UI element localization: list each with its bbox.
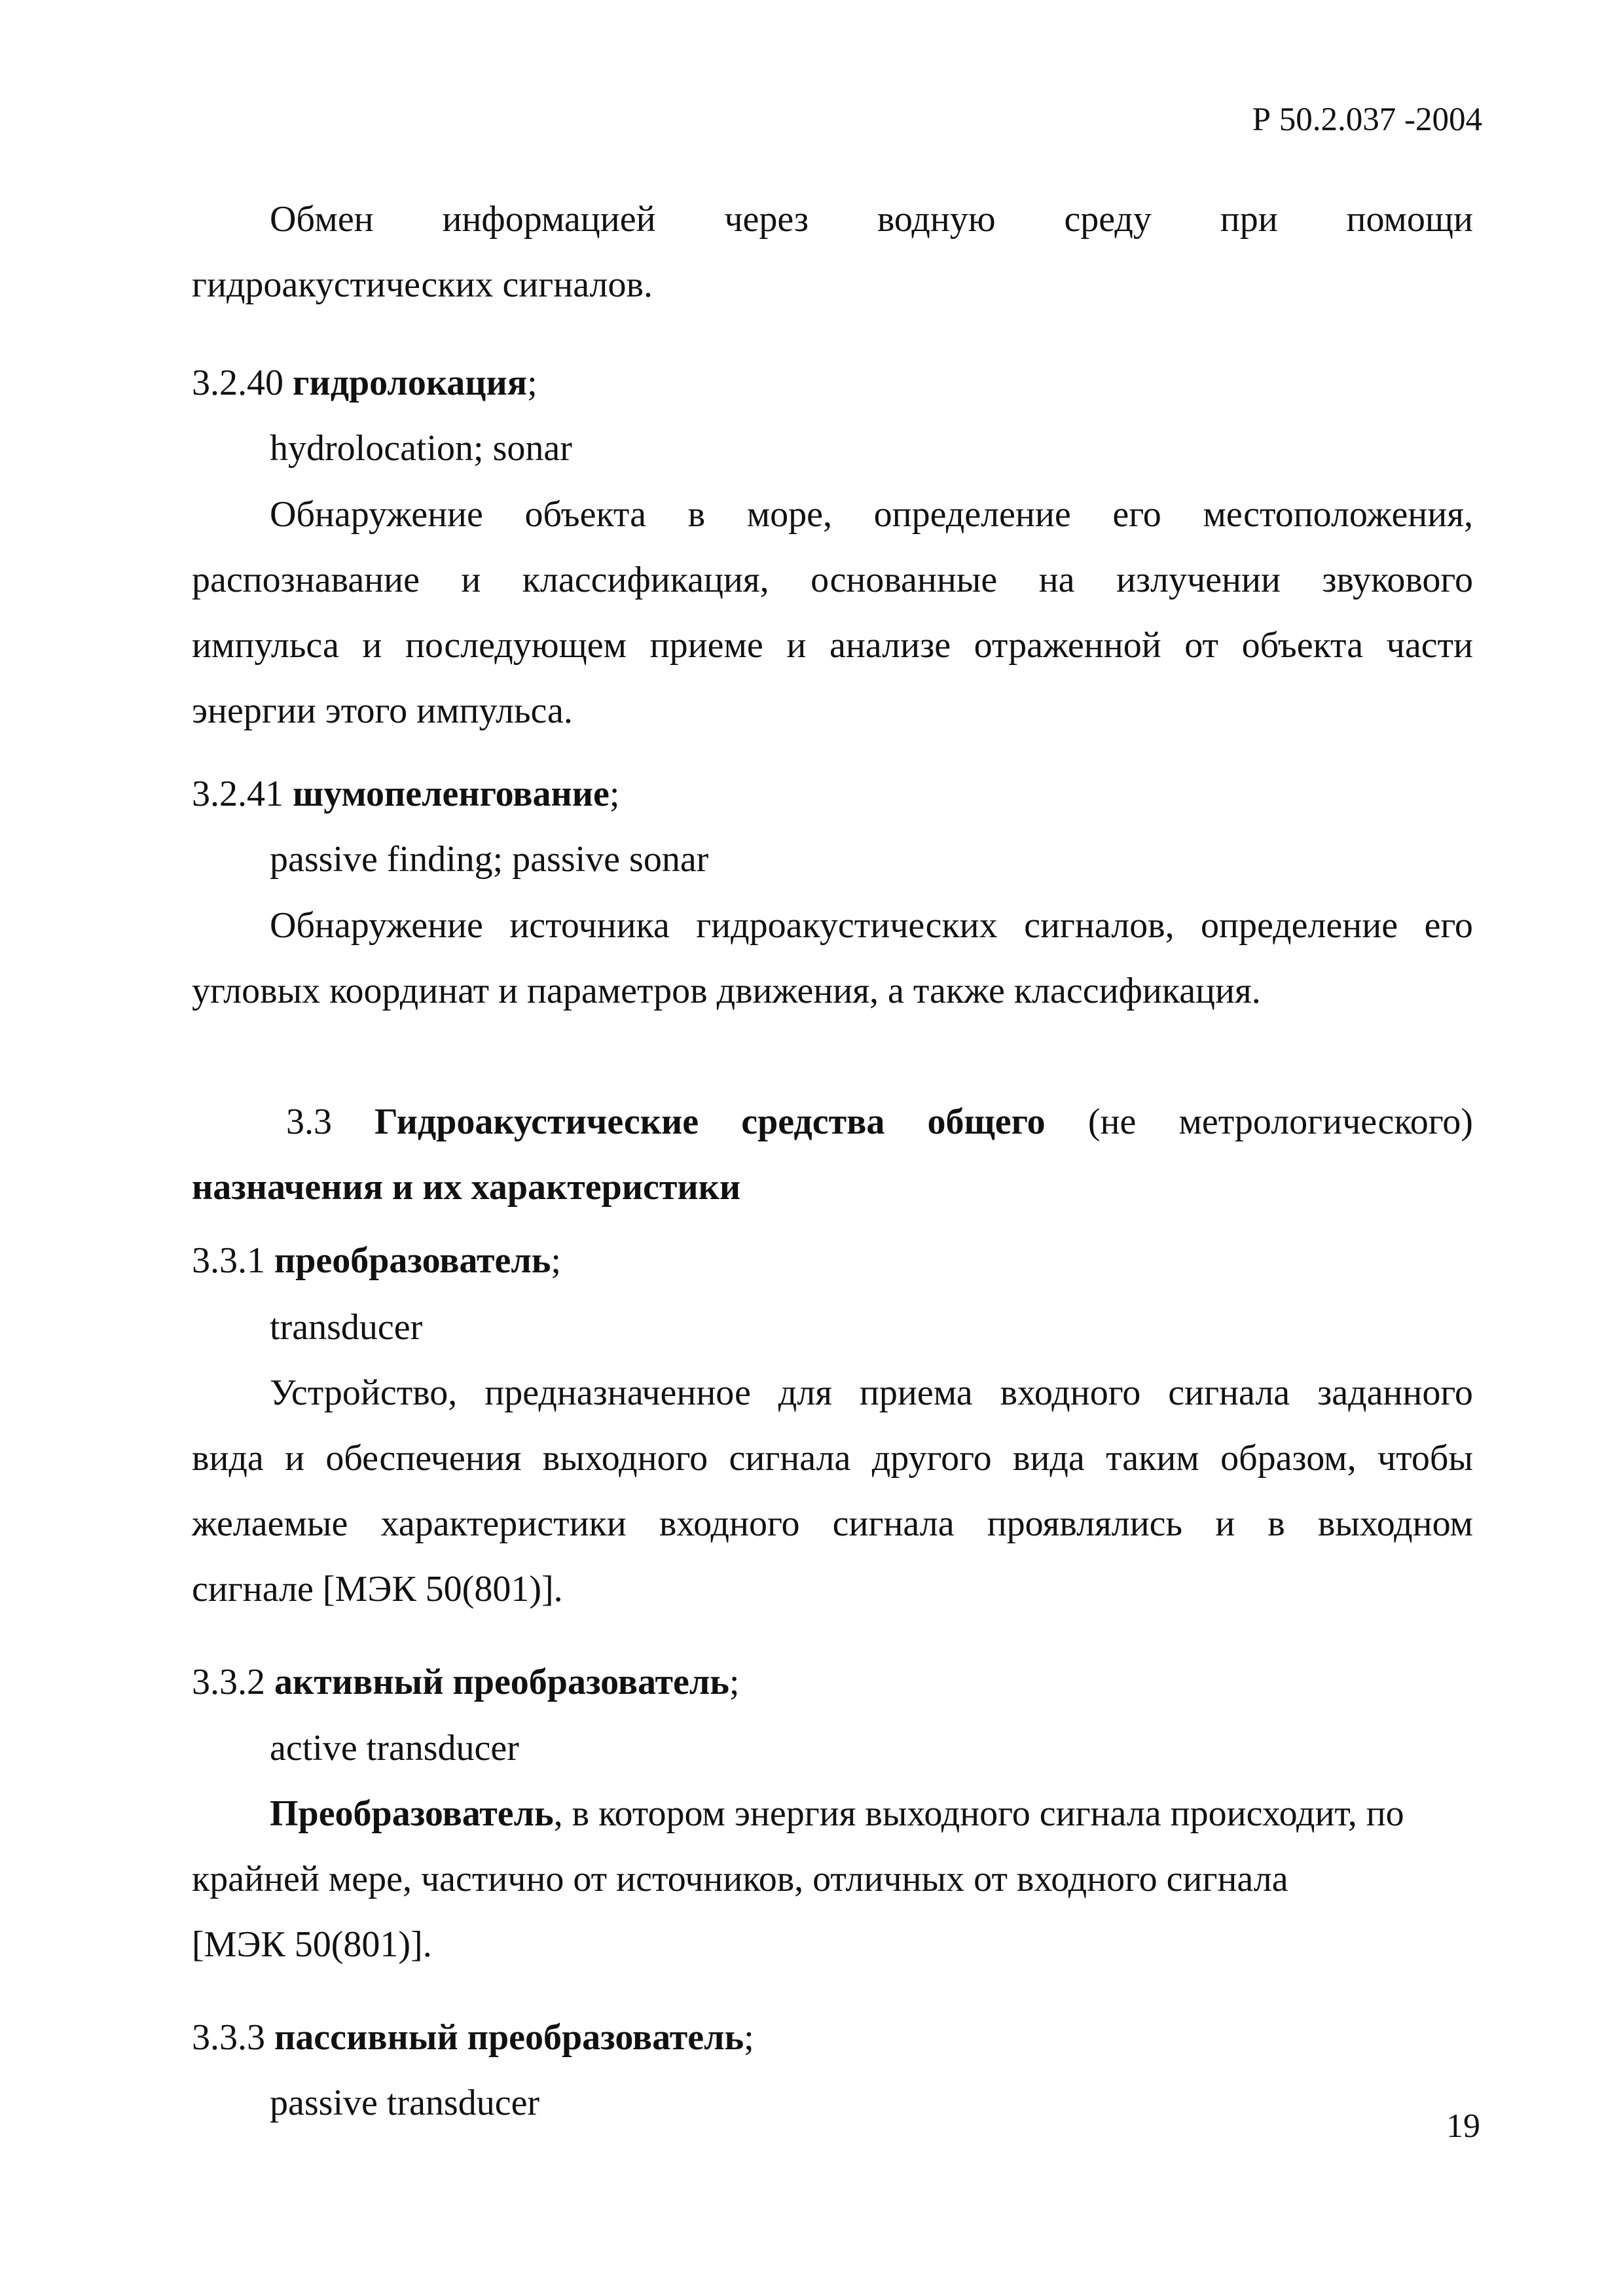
word: общего [927, 1102, 1046, 1142]
word: сигнала [832, 1503, 955, 1544]
word: помощи [1346, 199, 1473, 240]
word: распознавание [192, 560, 420, 600]
intro-line-2: гидроакустических сигналов. [192, 264, 653, 305]
defined-term-reference: Преобразователь [270, 1793, 554, 1834]
definition-line [270, 1374, 1473, 1411]
word: последующем [405, 625, 627, 666]
word: Обнаружение [270, 494, 483, 535]
term-name: преобразователь [274, 1240, 551, 1281]
page-number: 19 [1446, 2108, 1480, 2145]
term-name: активный преобразователь [274, 1662, 729, 1702]
word: среду [1064, 199, 1152, 240]
word: и [362, 625, 382, 666]
definition-line: угловых координат и параметров движения, а также классификация. [192, 971, 1261, 1011]
word: выходном [1317, 1503, 1473, 1544]
term-name: гидролокация [293, 363, 528, 403]
term-english-333: passive transducer [270, 2083, 540, 2123]
term-punct: ; [551, 1240, 561, 1281]
term-number: 3.3.2 [192, 1662, 265, 1702]
word: заданного [1317, 1372, 1473, 1413]
term-number: 3.3.3 [192, 2017, 265, 2058]
word: характеристики [380, 1503, 627, 1544]
term-heading-332 [192, 1664, 739, 1700]
term-english-331: transducer [270, 1307, 423, 1348]
word: таким [1106, 1438, 1199, 1479]
word: сигнала [729, 1438, 851, 1479]
word: приеме [649, 625, 763, 666]
definition-line: энергии этого импульса. [192, 691, 573, 731]
word: через [724, 199, 809, 240]
word: вида [192, 1438, 264, 1479]
definition-line [192, 1505, 1473, 1542]
intro-line-1 [270, 201, 1473, 238]
definition-line: крайней мере, частично от источников, отличных от входного сигнала [192, 1859, 1288, 1899]
term-heading-331 [192, 1242, 561, 1279]
term-english-3240: hydrolocation; sonar [270, 428, 572, 469]
definition-line [270, 496, 1473, 533]
term-name: пассивный преобразователь [274, 2017, 744, 2058]
word: входного [1000, 1372, 1141, 1413]
word: звукового [1322, 560, 1473, 600]
word: в [687, 494, 706, 535]
word: Обмен [270, 199, 374, 240]
word: чтобы [1377, 1438, 1473, 1479]
word: и [285, 1438, 305, 1479]
word: при [1220, 199, 1278, 240]
definition-line [270, 907, 1473, 944]
word: выходного [542, 1438, 708, 1479]
term-punct: ; [729, 1662, 740, 1702]
word: образом, [1220, 1438, 1357, 1479]
word: другого [871, 1438, 992, 1479]
word: Устройство, [270, 1372, 458, 1413]
word: отраженной [974, 625, 1161, 666]
word: проявлялись [987, 1503, 1183, 1544]
term-punct: ; [744, 2017, 754, 2058]
word: импульса [192, 625, 339, 666]
word: и [786, 625, 807, 666]
section-number: 3.3 [286, 1102, 332, 1142]
term-number: 3.2.40 [192, 363, 283, 403]
term-english-3241: passive finding; passive sonar [270, 839, 709, 880]
section-heading-line-2: назначения и их характеристики [192, 1167, 741, 1208]
word: средства [741, 1102, 885, 1142]
word: информацией [442, 199, 656, 240]
word: местоположения, [1203, 494, 1473, 535]
word: части [1386, 625, 1473, 666]
word: сигнала [1168, 1372, 1290, 1413]
term-heading-3240 [192, 365, 538, 401]
word: его [1424, 905, 1473, 946]
definition-line: сигнале [МЭК 50(801)]. [192, 1569, 563, 1609]
word: и [461, 560, 481, 600]
word: предназначенное [484, 1372, 751, 1413]
word: сигналов, [1024, 905, 1175, 946]
word: анализе [829, 625, 951, 666]
word: желаемые [192, 1503, 348, 1544]
definition-line: [МЭК 50(801)]. [192, 1924, 432, 1965]
word: от [1184, 625, 1219, 666]
word: в [1267, 1503, 1285, 1544]
word: на [1038, 560, 1075, 600]
word: определение [873, 494, 1071, 535]
word: и [1215, 1503, 1235, 1544]
word: приема [859, 1372, 973, 1413]
word: Обнаружение [270, 905, 483, 946]
definition-text: , в котором энергия выходного сигнала происходит, по [553, 1793, 1404, 1834]
definition-line [192, 627, 1473, 664]
definition-line [192, 1440, 1473, 1477]
term-punct: ; [527, 363, 538, 403]
word: обеспечения [325, 1438, 522, 1479]
term-number: 3.3.1 [192, 1240, 265, 1281]
word: вида [1013, 1438, 1085, 1479]
word: источника [509, 905, 670, 946]
word: входного [659, 1503, 800, 1544]
word: метрологического) [1178, 1102, 1473, 1142]
term-english-332: active transducer [270, 1728, 519, 1768]
term-name: шумопеленгование [293, 774, 610, 814]
word: его [1112, 494, 1161, 535]
word: для [778, 1372, 832, 1413]
word: классификация, [522, 560, 769, 600]
word: определение [1201, 905, 1398, 946]
word: объекта [1241, 625, 1364, 666]
term-number: 3.2.41 [192, 774, 283, 814]
definition-line [192, 562, 1473, 598]
word: водную [877, 199, 996, 240]
word: гидроакустических [696, 905, 998, 946]
term-heading-3241 [192, 776, 619, 812]
word: излучении [1116, 560, 1281, 600]
term-punct: ; [609, 774, 620, 814]
word: основанные [811, 560, 998, 600]
section-heading-3-3 [286, 1103, 1473, 1140]
definition-line [270, 1795, 1404, 1832]
term-heading-333 [192, 2019, 754, 2056]
word: объекта [524, 494, 646, 535]
word: (не [1087, 1102, 1137, 1142]
word: Гидроакустические [374, 1102, 699, 1142]
word: море, [746, 494, 832, 535]
document-number: Р 50.2.037 -2004 [1252, 101, 1482, 138]
